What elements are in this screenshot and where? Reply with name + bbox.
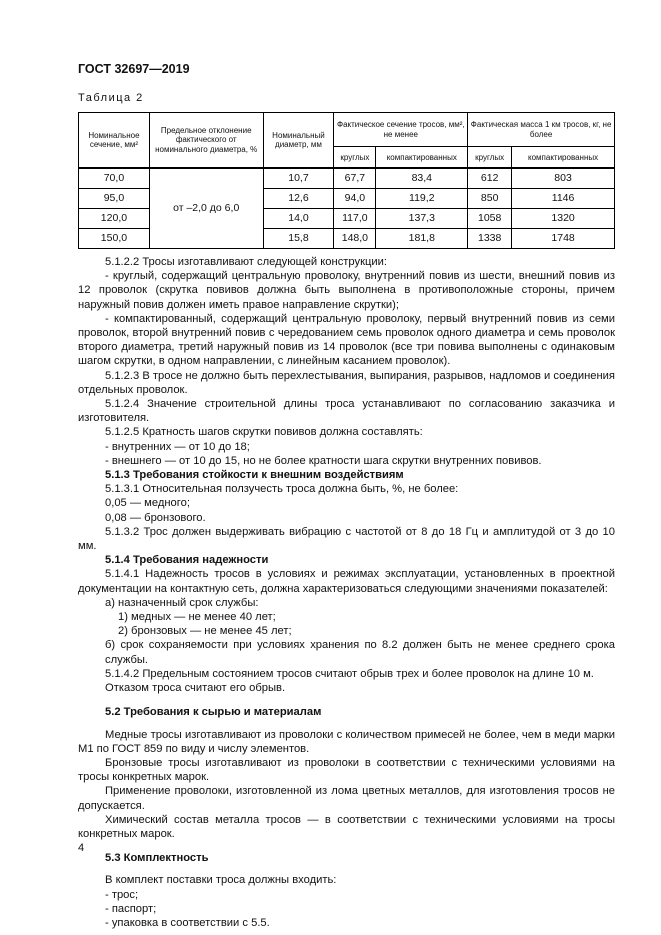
cell-mass-compacted: 803 [512, 168, 615, 189]
table-row [79, 168, 615, 189]
heading-5-3: 5.3 Комплектность [105, 852, 209, 865]
paragraph-5-2-scrap: Применение проволоки, изготовленной из лома цветных металлов, для изготовления тросов не допускается. [78, 785, 615, 812]
list-item-cable: - трос; [105, 888, 139, 901]
cell-section-compacted: 137,3 [376, 209, 468, 229]
header-mass-round: круглых [468, 147, 512, 169]
header-actual-mass: Фактическая масса 1 км тросов, кг, не более [468, 113, 615, 147]
cell-section-round: 148,0 [334, 229, 376, 249]
paragraph-failure: Отказом троса считают его обрыв. [105, 682, 286, 695]
cell-diameter: 14,0 [263, 209, 334, 229]
cell-section: 70,0 [79, 168, 150, 189]
paragraph-5-2-copper: Медные тросы изготавливают из проволоки с количеством примесей не более, чем в меди марки М1 по ГОСТ 859 по виду и числу элементов. [78, 728, 615, 755]
header-nominal-section: Номинальное сечение, мм² [79, 113, 150, 169]
cell-section-compacted: 83,4 [376, 168, 468, 189]
cell-section-compacted: 181,8 [376, 229, 468, 249]
header-nominal-diameter: Номинальный диаметр, мм [263, 113, 334, 169]
list-item-a2: 2) бронзовых — не менее 45 лет; [118, 625, 292, 638]
paragraph-5-1-3-1: 5.1.3.1 Относительная ползучесть троса должна быть, %, не более: [105, 483, 459, 496]
heading-5-2: 5.2 Требования к сырью и материалам [105, 706, 322, 719]
heading-5-1-3: 5.1.3 Требования стойкости к внешним воздействиям [105, 469, 404, 482]
cell-section-round: 117,0 [334, 209, 376, 229]
paragraph-5-2-chemical: Химический состав металла тросов — в соответствии с техническими условиями на тросы конкретных марок. [78, 813, 615, 840]
cell-mass-round: 612 [468, 168, 512, 189]
cell-mass-round: 850 [468, 189, 512, 209]
paragraph-5-1-4-1: 5.1.4.1 Надежность тросов в условиях и режимах эксплуатации, установленных в проектной документации на контактную сеть, должна характеризоваться следующими значениями показателей: [78, 568, 615, 595]
list-item-passport: - паспорт; [105, 902, 157, 915]
header-mass-compacted: компактированных [512, 147, 615, 169]
paragraph-5-1-2-3: 5.1.2.3 В тросе не должно быть перехлестывания, выпирания, разрывов, надломов и соединения отдельных проволок. [78, 369, 615, 396]
header-section-compacted: компактированных [376, 147, 468, 169]
cell-diameter: 15,8 [263, 229, 334, 249]
paragraph-5-1-3-2: 5.1.3.2 Трос должен выдерживать вибрацию с частотой от 8 до 18 Гц и амплитудой от 3 до 10 мм. [78, 525, 615, 553]
table-caption: Таблица 2 [78, 92, 144, 104]
page-number: 4 [78, 842, 85, 854]
paragraph-5-1-2-5: 5.1.2.5 Кратность шагов скрутки повивов должна составлять: [105, 426, 423, 439]
cell-deviation: от –2,0 до 6,0 [149, 168, 263, 249]
paragraph-5-1-4-2: 5.1.4.2 Предельным состоянием тросов считают обрыв трех и более проволок на длине 10 м. [105, 667, 594, 680]
cell-mass-compacted: 1146 [512, 189, 615, 209]
list-item-a: а) назначенный срок службы: [105, 596, 259, 609]
cell-diameter: 12,6 [263, 189, 334, 209]
list-item-inner: - внутренних — от 10 до 18; [105, 440, 250, 453]
document-header: ГОСТ 32697—2019 [78, 62, 190, 76]
list-item-copper: 0,05 — медного; [105, 497, 190, 510]
paragraph-5-2-bronze: Бронзовые тросы изготавливают из проволоки в соответствии с техническими условиями на тросы конкретных марок. [78, 756, 615, 784]
cell-section: 150,0 [79, 229, 150, 249]
header-section-round: круглых [334, 147, 376, 169]
list-item-round-construction: - круглый, содержащий центральную проволоку, внутренний повив из шести, внешний повив из 12 проволок (скрутка повивов должна быть выполнена в противоположные стороны, причем наружный повив должен иметь правое направление скрутки); [78, 270, 615, 311]
list-item-a1: 1) медных — не менее 40 лет; [118, 611, 276, 624]
list-item-compacted-construction: - компактированный, содержащий центральную проволоку, первый внутренний повив из семи проволок, второй внутренний повив с чередованием семь проволок одного диаметра и семь проволок второго диаметра, третий наружный повив из 14 проволок (все три повива выполнены с одинаковым шагом скрутки, в одном направлении, с линейным касанием проволок). [78, 312, 615, 368]
paragraph-5-1-2-4: 5.1.2.4 Значение строительной длины троса устанавливают по согласованию заказчика и изготовителя. [78, 398, 615, 425]
cell-section-round: 67,7 [334, 168, 376, 189]
list-item-bronze: 0,08 — бронзового. [105, 511, 206, 524]
cell-section-round: 94,0 [334, 189, 376, 209]
list-item-outer: - внешнего — от 10 до 15, но не более кратности шага скрутки внутренних повивов. [105, 454, 542, 467]
cell-section: 95,0 [79, 189, 150, 209]
document-body [78, 255, 615, 930]
heading-5-1-4: 5.1.4 Требования надежности [105, 554, 269, 567]
header-actual-section: Фактическое сечение тросов, мм², не менее [334, 113, 468, 147]
cell-mass-compacted: 1320 [512, 209, 615, 229]
cell-mass-compacted: 1748 [512, 229, 615, 249]
header-deviation: Предельное отклонение фактического от номинального диаметра, % [149, 113, 263, 169]
cell-mass-round: 1338 [468, 229, 512, 249]
list-item-b: б) срок сохраняемости при условиях хранения по 8.2 должен быть не менее среднего срока службы. [105, 639, 615, 666]
table-2 [78, 112, 615, 249]
cell-section-compacted: 119,2 [376, 189, 468, 209]
paragraph-5-1-2-2: 5.1.2.2 Тросы изготавливают следующей конструкции: [105, 256, 388, 268]
cell-mass-round: 1058 [468, 209, 512, 229]
list-item-packaging: - упаковка в соответствии с 5.5. [105, 916, 270, 929]
paragraph-5-3: В комплект поставки троса должны входить: [105, 874, 337, 887]
cell-diameter: 10,7 [263, 168, 334, 189]
cell-section: 120,0 [79, 209, 150, 229]
